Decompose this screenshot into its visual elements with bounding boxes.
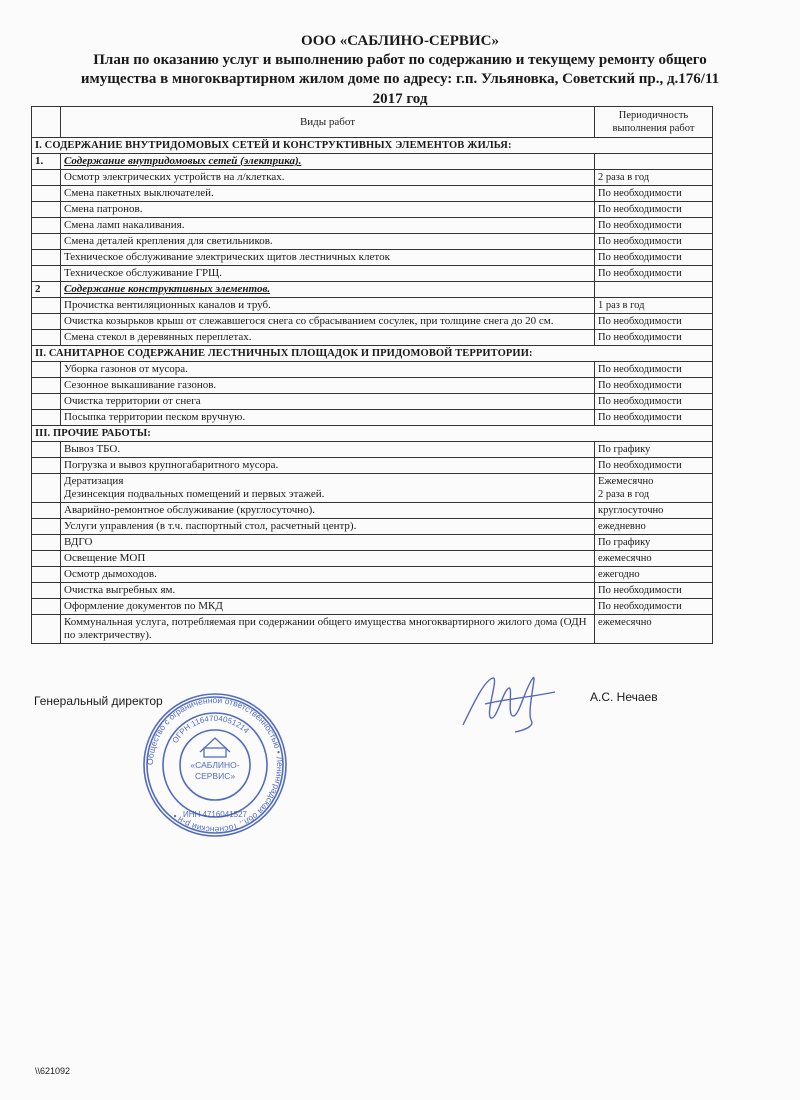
- work-period: По необходимости: [595, 458, 713, 474]
- work-name: Сезонное выкашивание газонов.: [61, 378, 595, 394]
- work-name: [61, 474, 595, 503]
- table-row: [32, 298, 713, 314]
- table-row: [32, 599, 713, 615]
- work-period: ежедневно: [595, 519, 713, 535]
- work-period: круглосуточно: [595, 503, 713, 519]
- table-row: [32, 234, 713, 250]
- work-period: ежемесячно: [595, 615, 713, 644]
- section-title: III. ПРОЧИЕ РАБОТЫ:: [32, 426, 713, 442]
- row-number: [32, 519, 61, 535]
- plan-title-line2: имущества в многоквартирном жилом доме по адресу: г.п. Ульяновка, Советский пр., д.176/11: [80, 71, 720, 87]
- table-row: [32, 202, 713, 218]
- work-name: Освещение МОП: [61, 551, 595, 567]
- work-period: По необходимости: [595, 186, 713, 202]
- work-name: Прочистка вентиляционных каналов и труб.: [61, 298, 595, 314]
- works-table: [31, 106, 713, 644]
- table-row: [32, 314, 713, 330]
- row-number: [32, 298, 61, 314]
- work-name: Услуги управления (в т.ч. паспортный стол, расчетный центр).: [61, 519, 595, 535]
- work-name: Очистка козырьков крыш от слежавшегося снега со сбрасыванием сосулек, при толщине снега до 20 см.: [61, 314, 595, 330]
- table-row: [32, 458, 713, 474]
- work-period: ежегодно: [595, 567, 713, 583]
- row-number: [32, 567, 61, 583]
- work-period: По необходимости: [595, 378, 713, 394]
- row-number: [32, 202, 61, 218]
- table-row: [32, 186, 713, 202]
- work-name: Оформление документов по МКД: [61, 599, 595, 615]
- table-row: [32, 266, 713, 282]
- table-row: [32, 567, 713, 583]
- row-number: [32, 458, 61, 474]
- header-works: Виды работ: [61, 107, 595, 138]
- section-row: [32, 346, 713, 362]
- work-name: Смена патронов.: [61, 202, 595, 218]
- row-number: [32, 362, 61, 378]
- work-period: ежемесячно: [595, 551, 713, 567]
- table-row: [32, 535, 713, 551]
- group-period: [595, 282, 713, 298]
- row-number: [32, 170, 61, 186]
- document-number: \\621092: [35, 1066, 71, 1076]
- stamp-ogrn: ОГРН 1164704051214: [170, 713, 251, 745]
- table-row: [32, 503, 713, 519]
- section-row: [32, 138, 713, 154]
- work-period: По необходимости: [595, 330, 713, 346]
- row-number: [32, 266, 61, 282]
- work-period: По необходимости: [595, 599, 713, 615]
- work-name: ВДГО: [61, 535, 595, 551]
- work-period: По необходимости: [595, 583, 713, 599]
- header-num-cell: [32, 107, 61, 138]
- table-row: [32, 250, 713, 266]
- work-period: [595, 474, 713, 503]
- company-stamp: [140, 690, 290, 840]
- work-period: По графику: [595, 535, 713, 551]
- row-number: [32, 583, 61, 599]
- stamp-center-2: СЕРВИС»: [194, 771, 236, 781]
- work-name: Погрузка и вывоз крупногабаритного мусора.: [61, 458, 595, 474]
- work-name: Коммунальная услуга, потребляемая при содержании общего имущества многоквартирного жилого дома (ОДН по электричеству).: [61, 615, 595, 644]
- plan-title-line1: План по оказанию услуг и выполнению работ по содержанию и текущему ремонту общего: [93, 52, 707, 68]
- work-name: Смена стекол в деревянных переплетах.: [61, 330, 595, 346]
- stamp-center-1: «САБЛИНО-: [190, 760, 240, 770]
- group-title: Содержание конструктивных элементов.: [61, 282, 595, 298]
- work-name: Смена ламп накаливания.: [61, 218, 595, 234]
- row-number: [32, 330, 61, 346]
- row-number: [32, 535, 61, 551]
- table-row: [32, 442, 713, 458]
- work-name-line: Дератизация: [64, 475, 124, 487]
- row-number: [32, 442, 61, 458]
- work-name: Очистка территории от снега: [61, 394, 595, 410]
- row-number: [32, 394, 61, 410]
- table-row: [32, 551, 713, 567]
- work-period: По необходимости: [595, 266, 713, 282]
- work-name: Посыпка территории песком вручную.: [61, 410, 595, 426]
- row-number: [32, 250, 61, 266]
- table-row: [32, 170, 713, 186]
- work-period: По необходимости: [595, 250, 713, 266]
- table-row: [32, 218, 713, 234]
- plan-year: 2017 год: [372, 91, 428, 107]
- work-period: По необходимости: [595, 394, 713, 410]
- header-period: Периодичность выполнения работ: [595, 107, 713, 138]
- table-row: [32, 583, 713, 599]
- table-row: [32, 394, 713, 410]
- row-number: [32, 378, 61, 394]
- group-title: Содержание внутридомовых сетей (электрика).: [61, 154, 595, 170]
- stamp-inn: ИНН 4716041527: [182, 810, 248, 819]
- row-number: [32, 186, 61, 202]
- table-header: [32, 107, 713, 138]
- work-period: По необходимости: [595, 362, 713, 378]
- work-period: 1 раз в год: [595, 298, 713, 314]
- work-name: Смена деталей крепления для светильников.: [61, 234, 595, 250]
- director-position: Генеральный директор: [34, 694, 163, 708]
- table-row: [32, 330, 713, 346]
- section-title: II. САНИТАРНОЕ СОДЕРЖАНИЕ ЛЕСТНИЧНЫХ ПЛОЩАДОК И ПРИДОМОВОЙ ТЕРРИТОРИИ:: [32, 346, 713, 362]
- group-number: 1.: [32, 154, 61, 170]
- row-number: [32, 503, 61, 519]
- period-line: Ежемесячно: [598, 476, 654, 487]
- table-row: [32, 615, 713, 644]
- work-name: Уборка газонов от мусора.: [61, 362, 595, 378]
- work-name: Осмотр электрических устройств на л/клетках.: [61, 170, 595, 186]
- row-number: [32, 314, 61, 330]
- work-period: По необходимости: [595, 218, 713, 234]
- work-period: По графику: [595, 442, 713, 458]
- work-name: Техническое обслуживание электрических щитов лестничных клеток: [61, 250, 595, 266]
- row-number: [32, 599, 61, 615]
- row-number: [32, 615, 61, 644]
- work-name-line: Дезинсекция подвальных помещений и первых этажей.: [64, 488, 325, 500]
- table-row: [32, 519, 713, 535]
- row-number: [32, 551, 61, 567]
- row-number: [32, 410, 61, 426]
- company-name: ООО «САБЛИНО-СЕРВИС»: [301, 33, 499, 49]
- work-period: 2 раза в год: [595, 170, 713, 186]
- work-period: По необходимости: [595, 234, 713, 250]
- row-number: [32, 218, 61, 234]
- table-row: [32, 362, 713, 378]
- section-row: [32, 426, 713, 442]
- group-row: [32, 154, 713, 170]
- director-name: А.С. Нечаев: [590, 690, 658, 704]
- table-row: [32, 378, 713, 394]
- stamp-outer-text: Общество с ограниченной ответственностью • Ленинградская обл., Тосненский р-н •: [144, 694, 286, 836]
- work-period: По необходимости: [595, 202, 713, 218]
- group-number: 2: [32, 282, 61, 298]
- work-name: Смена пакетных выключателей.: [61, 186, 595, 202]
- group-period: [595, 154, 713, 170]
- row-number: [32, 234, 61, 250]
- house-icon: [200, 738, 230, 757]
- group-row: [32, 282, 713, 298]
- work-name: Осмотр дымоходов.: [61, 567, 595, 583]
- work-name: Техническое обслуживание ГРЩ.: [61, 266, 595, 282]
- table-row: [32, 410, 713, 426]
- period-line: 2 раза в год: [598, 489, 650, 500]
- director-signature: [455, 660, 565, 740]
- row-number: [32, 474, 61, 503]
- work-period: По необходимости: [595, 314, 713, 330]
- table-row: [32, 474, 713, 503]
- work-period: По необходимости: [595, 410, 713, 426]
- work-name: Вывоз ТБО.: [61, 442, 595, 458]
- work-name: Очистка выгребных ям.: [61, 583, 595, 599]
- work-name: Аварийно-ремонтное обслуживание (круглосуточно).: [61, 503, 595, 519]
- section-title: I. СОДЕРЖАНИЕ ВНУТРИДОМОВЫХ СЕТЕЙ И КОНСТРУКТИВНЫХ ЭЛЕМЕНТОВ ЖИЛЬЯ:: [32, 138, 713, 154]
